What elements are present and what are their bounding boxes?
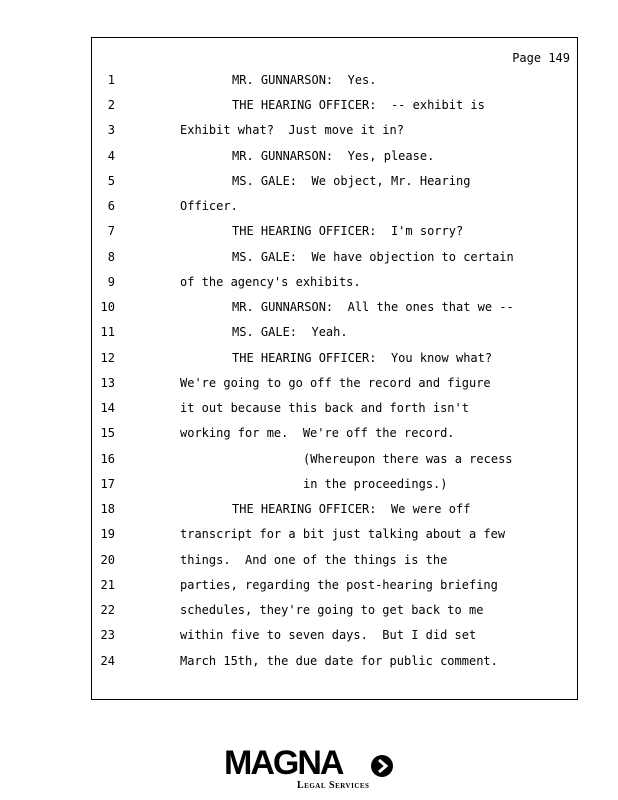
line-number: 6 xyxy=(107,199,115,213)
line-number: 16 xyxy=(100,452,115,466)
line-number: 21 xyxy=(100,578,115,592)
transcript-line: things. And one of the things is the xyxy=(180,553,448,567)
logo-wordmark: MAGNA xyxy=(224,744,343,782)
transcript-line: MR. GUNNARSON: All the ones that we -- xyxy=(232,300,514,314)
transcript-line: March 15th, the due date for public comment. xyxy=(180,654,498,668)
line-number: 9 xyxy=(107,275,115,289)
line-number: 20 xyxy=(100,553,115,567)
arrow-circle-icon xyxy=(370,754,394,778)
transcript-line: MS. GALE: Yeah. xyxy=(232,325,348,339)
transcript-line: THE HEARING OFFICER: We were off xyxy=(232,502,471,516)
transcript-line: Officer. xyxy=(180,199,238,213)
transcript-line: transcript for a bit just talking about a few xyxy=(180,527,506,541)
transcript-line: MR. GUNNARSON: Yes, please. xyxy=(232,149,435,163)
transcript-line: of the agency's exhibits. xyxy=(180,275,361,289)
page-number: Page 149 xyxy=(512,51,570,65)
line-number: 24 xyxy=(100,654,115,668)
transcript-line: MS. GALE: We object, Mr. Hearing xyxy=(232,174,471,188)
line-number: 3 xyxy=(107,123,115,137)
magna-logo xyxy=(224,746,396,792)
line-number: 23 xyxy=(100,628,115,642)
transcript-line: working for me. We're off the record. xyxy=(180,426,455,440)
line-number: 11 xyxy=(100,325,115,339)
line-number: 17 xyxy=(100,477,115,491)
transcript-line: Exhibit what? Just move it in? xyxy=(180,123,404,137)
line-number: 18 xyxy=(100,502,115,516)
transcript-line: MR. GUNNARSON: Yes. xyxy=(232,73,377,87)
line-number: 1 xyxy=(107,73,115,87)
transcript-line: We're going to go off the record and figure xyxy=(180,376,491,390)
line-number: 14 xyxy=(100,401,115,415)
line-number: 15 xyxy=(100,426,115,440)
line-number: 5 xyxy=(107,174,115,188)
line-number: 7 xyxy=(107,224,115,238)
transcript-line: in the proceedings.) xyxy=(303,477,448,491)
line-number: 19 xyxy=(100,527,115,541)
transcript-line: THE HEARING OFFICER: I'm sorry? xyxy=(232,224,464,238)
line-number: 8 xyxy=(107,250,115,264)
line-number: 12 xyxy=(100,351,115,365)
logo-tagline: Legal Services xyxy=(297,780,370,791)
transcript-line: THE HEARING OFFICER: You know what? xyxy=(232,351,493,365)
transcript-line: THE HEARING OFFICER: -- exhibit is xyxy=(232,98,485,112)
transcript-line: parties, regarding the post-hearing briefing xyxy=(180,578,498,592)
transcript-line: within five to seven days. But I did set xyxy=(180,628,477,642)
line-number: 4 xyxy=(107,149,115,163)
line-number: 22 xyxy=(100,603,115,617)
transcript-line: (Whereupon there was a recess xyxy=(303,452,513,466)
transcript-line: MS. GALE: We have objection to certain xyxy=(232,250,514,264)
transcript-line: it out because this back and forth isn't xyxy=(180,401,469,415)
transcript-line: schedules, they're going to get back to me xyxy=(180,603,484,617)
line-number: 2 xyxy=(107,98,115,112)
line-number: 10 xyxy=(100,300,115,314)
line-number: 13 xyxy=(100,376,115,390)
